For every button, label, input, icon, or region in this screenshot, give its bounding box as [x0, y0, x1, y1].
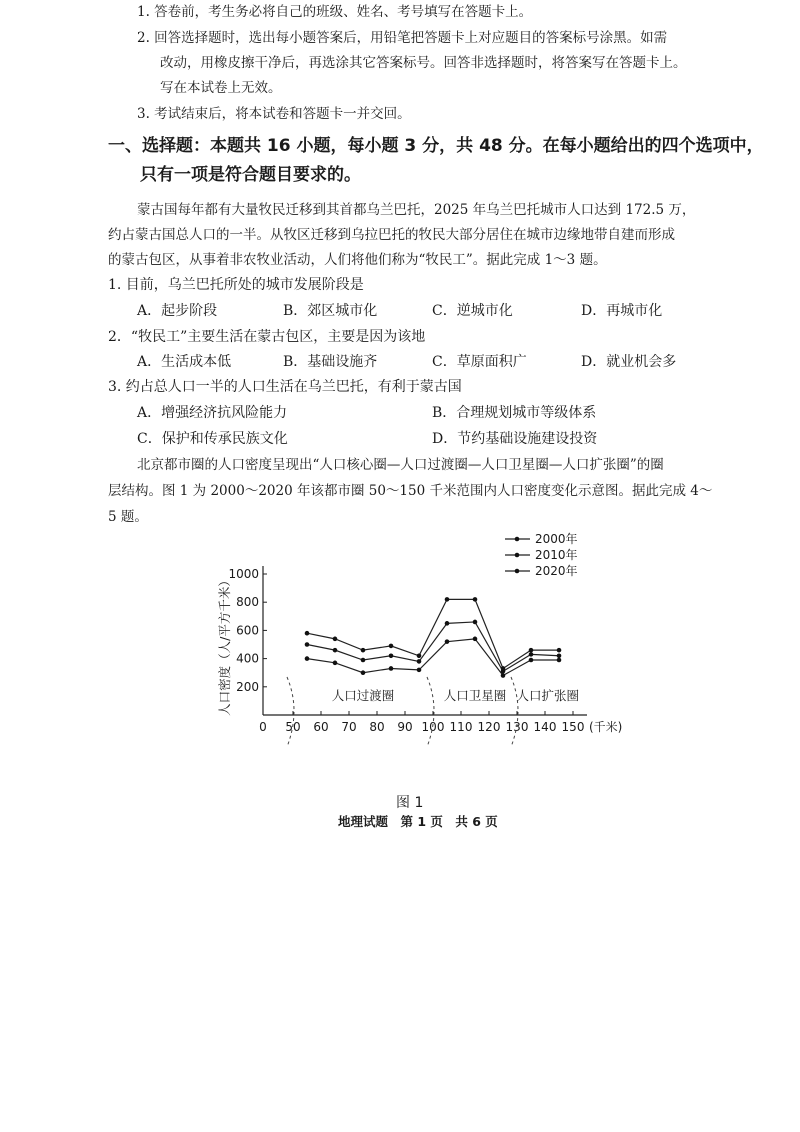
data-point: [473, 637, 478, 642]
question-1-option-c: C．逆城市化: [432, 303, 513, 319]
legend-label: 2010年: [535, 548, 578, 562]
data-point: [361, 648, 366, 653]
x-axis-label: (千米): [589, 720, 623, 734]
question-1-option-d: D．再城市化: [581, 303, 663, 319]
x-tick-label: 120: [477, 720, 501, 734]
passage2-line1: 北京都市圈的人口密度呈现出“人口核心圈—人口过渡圈—人口卫星圈—人口扩张圈”的圈: [137, 457, 664, 473]
y-axis-label: 人口密度（人/平方千米）: [217, 574, 232, 716]
data-point: [333, 661, 338, 666]
data-point: [305, 631, 310, 636]
y-tick-label: 1000: [228, 567, 259, 581]
data-point: [529, 658, 534, 663]
data-point: [333, 637, 338, 642]
section-title: 一、选择题：本题共 16 小题，每小题 3 分，共 48 分。在每小题给出的四个选项中，: [108, 136, 764, 156]
passage2-line2: 层结构。图 1 为 2000～2020 年该都市圈 50～150 千米范围内人口密度变化示意图。据此完成 4～: [108, 483, 713, 499]
x-tick-label: 80: [369, 720, 385, 734]
x-tick-label: 50: [285, 720, 301, 734]
y-tick-label: 600: [236, 623, 259, 638]
data-point: [445, 597, 450, 602]
x-tick-label: 140: [533, 720, 557, 734]
x-tick-label: 150: [561, 720, 585, 734]
y-tick-label: 800: [236, 595, 259, 610]
data-point: [557, 653, 562, 658]
question-3-option-a: A．增强经济抗风险能力: [137, 405, 288, 421]
instruction-3: 3. 考试结束后，将本试卷和答题卡一并交回。: [137, 106, 411, 122]
question-2-option-a: A．生活成本低: [137, 354, 232, 370]
legend-marker-0: [515, 537, 520, 542]
x-tick-label: 90: [397, 720, 413, 734]
x-tick-label: 60: [313, 720, 329, 734]
instruction-1: 1. 答卷前，考生务必将自己的班级、姓名、考号填写在答题卡上。: [137, 4, 533, 20]
data-point: [361, 658, 366, 663]
data-point: [445, 621, 450, 626]
instruction-2-cont2: 写在本试卷上无效。: [160, 80, 282, 96]
passage1-line2: 约占蒙古国总人口的一半。从牧区迁移到乌拉巴托的牧民大部分居住在城市边缘地带自建而形成: [108, 227, 675, 243]
data-point: [333, 648, 338, 653]
data-point: [501, 673, 506, 678]
passage2-line3: 5 题。: [108, 509, 148, 525]
data-point: [529, 652, 534, 657]
x-tick-label: 130: [505, 720, 529, 734]
x-tick-label: 70: [341, 720, 357, 734]
data-point: [305, 642, 310, 647]
question-2-option-c: C．草原面积广: [432, 354, 527, 370]
population-density-chart: [205, 525, 635, 780]
question-2-option-b: B．基础设施齐: [283, 354, 378, 370]
y-tick-label: 400: [236, 651, 259, 666]
data-point: [389, 666, 394, 671]
data-point: [417, 668, 422, 673]
passage1-line1: 蒙古国每年都有大量牧民迁移到其首都乌兰巴托，2025 年乌兰巴托城市人口达到 172.5 万，: [137, 202, 696, 218]
question-3-option-c: C．保护和传承民族文化: [137, 431, 288, 447]
zone-label: 人口卫星圈: [443, 688, 507, 703]
y-tick-label: 200: [236, 679, 259, 694]
question-3-stem: 3. 约占总人口一半的人口生活在乌兰巴托，有利于蒙古国: [108, 379, 462, 395]
data-point: [305, 656, 310, 661]
legend-label: 2000年: [535, 532, 578, 546]
data-point: [473, 620, 478, 625]
data-point: [473, 597, 478, 602]
data-point: [557, 648, 562, 653]
x-tick-label: 0: [259, 720, 267, 734]
figure-caption: 图 1: [396, 795, 424, 811]
data-point: [389, 644, 394, 649]
passage1-line3: 的蒙古包区，从事着非农牧业活动，人们将他们称为“牧民工”。据此完成 1～3 题。: [108, 252, 607, 268]
legend-marker-1: [515, 553, 520, 558]
data-point: [501, 666, 506, 671]
series-line-2: [307, 599, 559, 668]
question-2-option-d: D．就业机会多: [581, 354, 677, 370]
question-1-option-a: A．起步阶段: [137, 303, 218, 319]
x-tick-label: 110: [449, 720, 473, 734]
series-line-1: [307, 622, 559, 671]
question-3-option-b: B．合理规划城市等级体系: [432, 405, 597, 421]
instruction-2: 2. 回答选择题时，选出每小题答案后，用铅笔把答题卡上对应题目的答案标号涂黑。如需: [137, 30, 668, 46]
zone-label: 人口扩张圈: [516, 688, 580, 703]
question-1-option-b: B．郊区城市化: [283, 303, 378, 319]
legend-label: 2020年: [535, 564, 578, 578]
data-point: [389, 653, 394, 658]
legend-marker-2: [515, 569, 520, 574]
instruction-2-cont: 改动，用橡皮擦干净后，再选涂其它答案标号。回答非选择题时，将答案写在答题卡上。: [160, 55, 687, 71]
data-point: [417, 659, 422, 664]
x-tick-label: 100: [421, 720, 445, 734]
data-point: [417, 653, 422, 658]
data-point: [361, 670, 366, 675]
question-1-stem: 1. 目前，乌兰巴托所处的城市发展阶段是: [108, 277, 364, 293]
section-title-cont: 只有一项是符合题目要求的。: [140, 165, 361, 185]
question-3-option-d: D．节约基础设施建设投资: [432, 431, 598, 447]
page-footer: 地理试题 第 1 页 共 6 页: [338, 814, 498, 829]
zone-label: 人口过渡圈: [331, 688, 395, 703]
data-point: [445, 639, 450, 644]
data-point: [557, 658, 562, 663]
data-point: [529, 648, 534, 653]
question-2-stem: 2．“牧民工”主要生活在蒙古包区，主要是因为该地: [108, 329, 426, 345]
